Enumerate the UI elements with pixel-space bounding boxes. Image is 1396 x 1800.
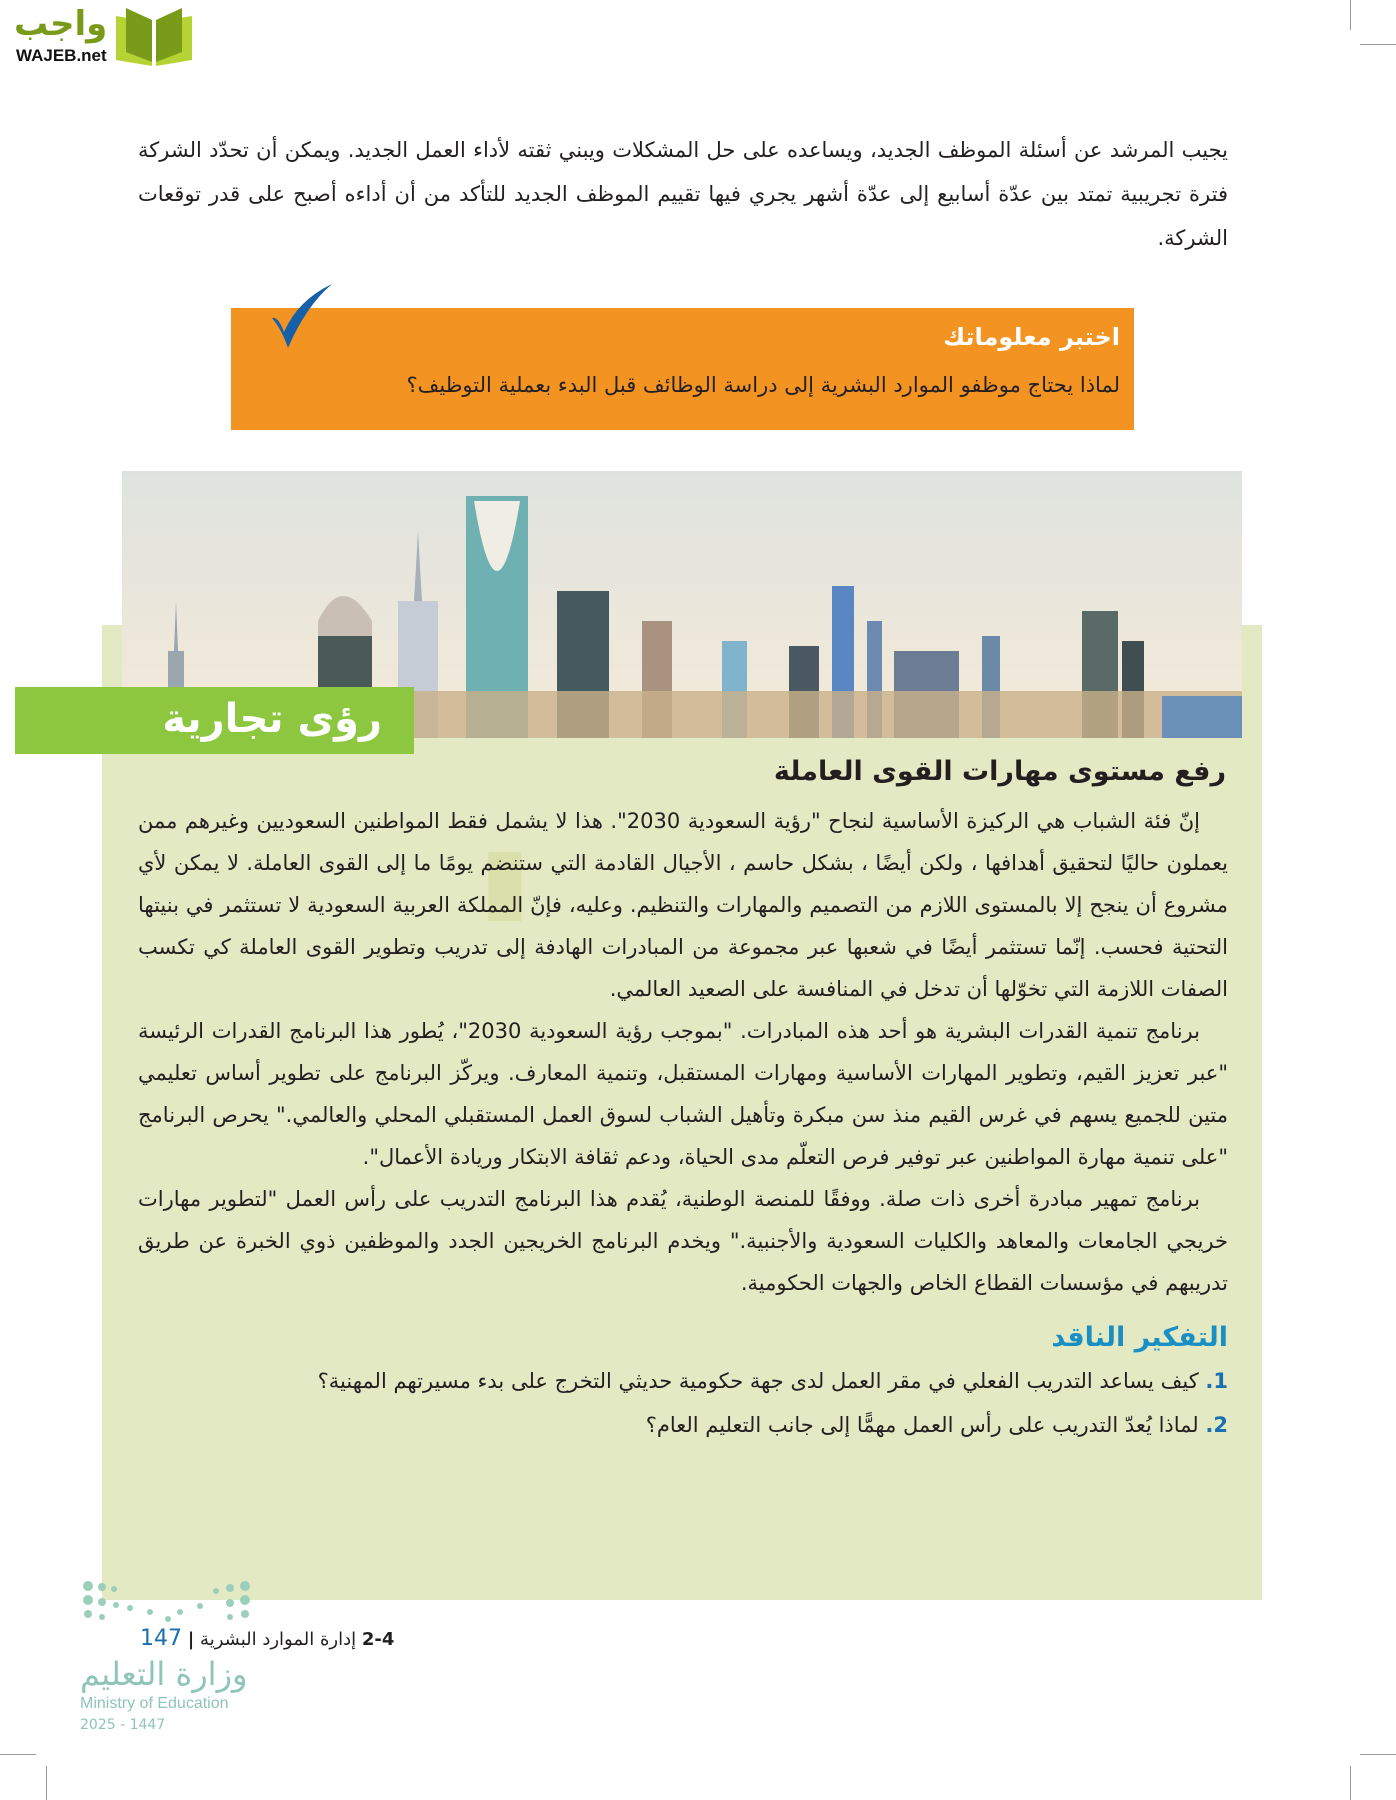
crop-mark bbox=[46, 1766, 47, 1800]
section-heading: رفع مستوى مهارات القوى العاملة bbox=[773, 756, 1226, 787]
feature-content bbox=[138, 800, 1228, 1446]
wajeb-watermark: ▮ bbox=[480, 827, 530, 932]
building bbox=[1162, 696, 1242, 738]
logo-arabic: واجب bbox=[14, 4, 108, 44]
crop-mark bbox=[1350, 0, 1351, 30]
ministry-english: Ministry of Education bbox=[80, 1695, 229, 1712]
intro-text: يجيب المرشد عن أسئلة الموظف الجديد، ويساعده على حل المشكلات ويبني ثقته لأداء العمل الجديد. ويمكن أن تحدّد الشركة فترة تجريبية تمتد بين عدّة أسابيع إلى عدّة أشهر يجري فيها تقييم الموظف الجديد للتأكد من أن أداءه أصبح على قدر توقعات الشركة. bbox=[138, 138, 1228, 250]
ministry-year: 2025 - 1447 bbox=[80, 1717, 166, 1733]
body-paragraph: إنّ فئة الشباب هي الركيزة الأساسية لنجاح "رؤية السعودية 2030". هذا لا يشمل فقط المواطنين السعوديين وغيرهم ممن يعملون حاليًا لتحقيق أهدافها ، ولكن أيضًا ، بشكل حاسم ، الأجيال القادمة التي ستنضم يومًا ما إلى القوى العاملة. لا يمكن لأي مشروع أن ينجح إلا بالمستوى اللازم من التصميم والمهارات والتنظيم. وعليه، فإنّ المملكة العربية السعودية لا تستثمر في بنيتها التحتية فحسب. إنّما تستثمر أيضًا في شعبها عبر مجموعة من المبادرات الهادفة إلى تدريب وتطوير القوى العاملة كي تكسب الصفات اللازمة التي تخوّلها أن تدخل في المنافسة على الصعيد العالمي. bbox=[138, 809, 1228, 1001]
business-insights-band bbox=[15, 687, 414, 754]
critical-thinking-title: التفكير الناقد bbox=[1051, 1322, 1228, 1353]
check-your-knowledge-box bbox=[231, 308, 1134, 430]
page-number: 147 bbox=[140, 1626, 182, 1651]
question-number: 1. bbox=[1205, 1369, 1228, 1393]
question-text: لماذا يُعدّ التدريب على رأس العمل مهمًّا إلى جانب التعليم العام؟ bbox=[645, 1413, 1199, 1437]
body-paragraph: برنامج تنمية القدرات البشرية هو أحد هذه المبادرات. "بموجب رؤية السعودية 2030"، يُطور هذا البرنامج القدرات الرئيسة "عبر تعزيز القيم، وتطوير المهارات الأساسية ومهارات المستقبل، وتنمية المعارف. ويركّز البرنامج على تطوير أساس تعليمي متين للجميع يسهم في غرس القيم منذ سن مبكرة وتأهيل الشباب لسوق العمل المستقبلي المحلي والعالمي." يحرص البرنامج "على تنمية مهارة المواطنين عبر توفير فرص التعلّم مدى الحياة، ودعم ثقافة الابتكار وريادة الأعمال". bbox=[138, 1019, 1228, 1169]
crop-mark bbox=[0, 1754, 36, 1755]
book-icon bbox=[112, 6, 196, 68]
quiz-question: لماذا يحتاج موظفو الموارد البشرية إلى دراسة الوظائف قبل البدء بعملية التوظيف؟ bbox=[406, 373, 1120, 397]
chapter-title: إدارة الموارد البشرية bbox=[200, 1629, 357, 1650]
ministry-arabic: وزارة التعليم bbox=[80, 1655, 248, 1693]
checkmark-icon bbox=[268, 280, 338, 350]
question-item bbox=[138, 1360, 1228, 1402]
wajeb-logo[interactable] bbox=[8, 4, 193, 70]
footer-separator: | bbox=[187, 1629, 195, 1650]
question-item bbox=[138, 1404, 1228, 1446]
ministry-dots-icon bbox=[80, 1580, 255, 1624]
intro-paragraph bbox=[138, 128, 1228, 260]
question-number: 2. bbox=[1205, 1413, 1228, 1437]
crop-mark bbox=[1360, 44, 1396, 45]
quiz-title: اختبر معلوماتك bbox=[943, 323, 1120, 351]
page-footer bbox=[140, 1626, 394, 1653]
crop-mark bbox=[1350, 1766, 1351, 1800]
band-label: رؤى تجارية bbox=[162, 696, 382, 742]
feature-body bbox=[138, 800, 1228, 1304]
logo-english: WAJEB.net bbox=[16, 46, 107, 65]
question-text: كيف يساعد التدريب الفعلي في مقر العمل لدى جهة حكومية حديثي التخرج على بدء مسيرتهم المهنية؟ bbox=[317, 1369, 1199, 1393]
crop-mark bbox=[1360, 1754, 1396, 1755]
body-paragraph: برنامج تمهير مبادرة أخرى ذات صلة. ووفقًا للمنصة الوطنية، يُقدم هذا البرنامج التدريب على رأس العمل "لتطوير مهارات خريجي الجامعات والمعاهد والكليات السعودية والأجنبية." ويخدم البرنامج الخريجين الجدد والموظفين ذوي الخبرة عن طريق تدريبهم في مؤسسات القطاع الخاص والجهات الحكومية. bbox=[138, 1187, 1228, 1295]
section-number: 2-4 bbox=[361, 1629, 395, 1650]
